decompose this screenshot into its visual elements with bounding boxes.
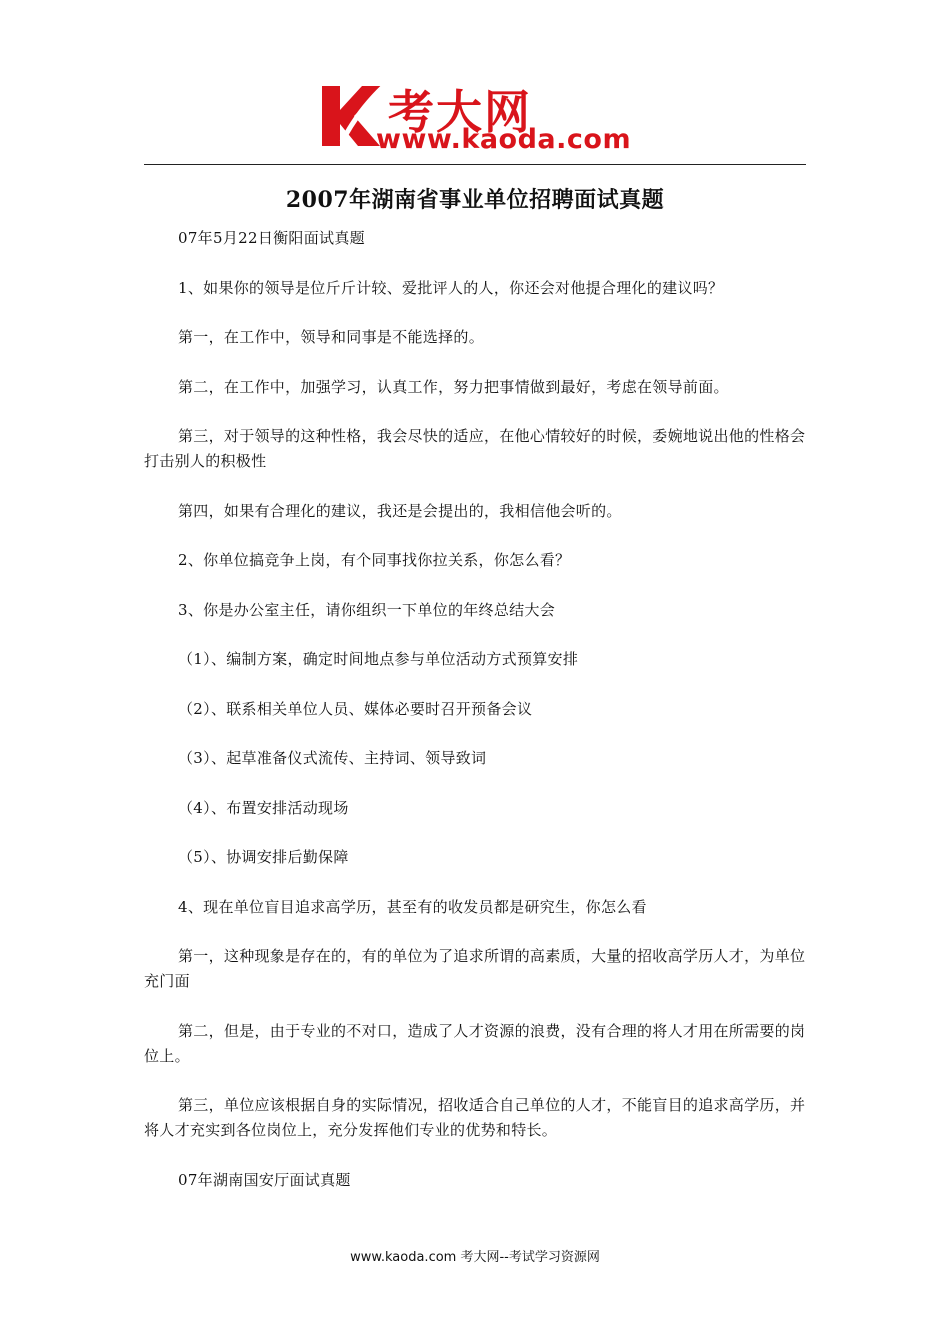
paragraph: （1）、编制方案，确定时间地点参与单位活动方式预算安排 [178,650,579,668]
header-divider [144,164,806,165]
paragraph: 第四，如果有合理化的建议，我还是会提出的，我相信他会听的。 [178,501,622,520]
paragraph: 第一，这种现象是存在的，有的单位为了追求所谓的高素质，大量的招收高学历人才，为单位充门面 [144,947,806,990]
paragraph: 07年5月22日衡阳面试真题 [178,229,365,247]
kaoda-logo [318,80,648,158]
paragraph: 第三，单位应该根据自身的实际情况，招收适合自己单位的人才，不能盲目的追求高学历，并将人才充实到各位岗位上，充分发挥他们专业的优势和特长。 [144,1096,806,1139]
paragraph: 1、如果你的领导是位斤斤计较、爱批评人的人，你还会对他提合理化的建议吗？ [178,278,724,297]
document-body [144,226,806,1217]
paragraph: 第二，但是，由于专业的不对口，造成了人才资源的浪费，没有合理的将人才用在所需要的岗位上。 [144,1021,806,1065]
paragraph: 2、你单位搞竞争上岗，有个同事找你拉关系，你怎么看？ [178,551,571,569]
logo-name: 考大网 [388,85,532,139]
paragraph: 4、现在单位盲目追求高学历，甚至有的收发员都是研究生，你怎么看 [178,897,647,916]
paragraph: （4）、布置安排活动现场 [178,798,349,817]
document-title: 2007年湖南省事业单位招聘面试真题 [285,187,665,213]
paragraph: （3）、起草准备仪式流传、主持词、领导致词 [178,749,487,767]
paragraph: （5）、协调安排后勤保障 [178,848,349,866]
paragraph: 07年湖南国安厅面试真题 [178,1170,351,1189]
paragraph: 第一，在工作中，领导和同事是不能选择的。 [178,328,485,346]
paragraph: 3、你是办公室主任，请你组织一下单位的年终总结大会 [178,600,556,619]
paragraph: 第二，在工作中，加强学习，认真工作，努力把事情做到最好，考虑在领导前面。 [178,377,729,396]
logo-url: www.kaoda.com [376,124,632,155]
page-footer: www.kaoda.com 考大网--考试学习资源网 [350,1250,600,1265]
paragraph: 第三，对于领导的这种性格，我会尽快的适应，在他心情较好的时候，委婉地说出他的性格会打击别人的积极性 [144,427,806,470]
paragraph: （2）、联系相关单位人员、媒体必要时召开预备会议 [178,699,533,718]
